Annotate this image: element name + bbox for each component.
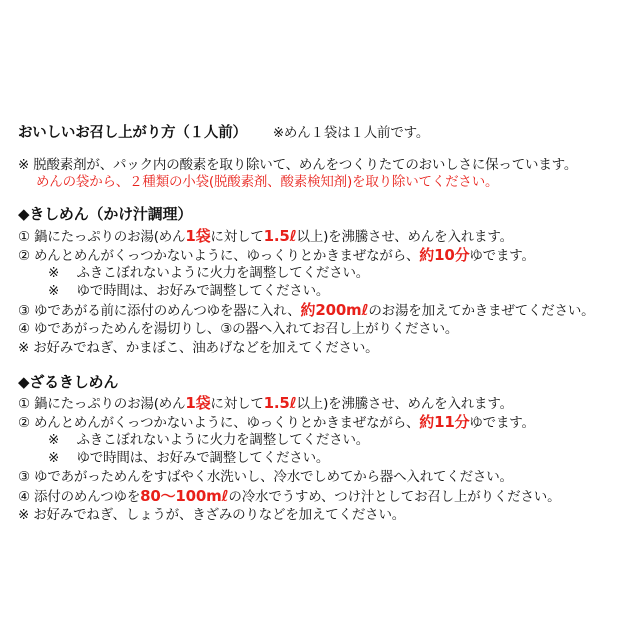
kishimen-heading: ◆きしめん（かけ汁調理） xyxy=(18,205,193,223)
step-text: ゆでます。 xyxy=(469,415,535,431)
amount-highlight: 1.5ℓ xyxy=(263,227,297,245)
zaru-heading: ◆ざるきしめん xyxy=(18,373,119,391)
zaru-step-2 xyxy=(18,413,535,432)
kishimen-step-2 xyxy=(18,246,535,265)
kishimen-step-4: ④ ゆであがっためんを湯切りし、③の器へ入れてお召し上がりください。 xyxy=(18,321,459,337)
page-title xyxy=(18,124,429,142)
zaru-step-3: ③ ゆであがっためんをすばやく水洗いし、冷水でしめてから器へ入れてください。 xyxy=(18,469,513,485)
step-text: のお湯を加えてかきまぜてください。 xyxy=(368,303,595,319)
step-text: ② めんとめんがくっつかないように、ゆっくりとかきまぜながら、 xyxy=(18,415,420,431)
amount-highlight: 1.5ℓ xyxy=(263,394,297,412)
step-text: に対して xyxy=(210,229,264,245)
step-text: ① 鍋にたっぷりのお湯(めん xyxy=(18,396,186,412)
zaru-note: ※ お好みでねぎ、しょうが、きざみのりなどを加えてください。 xyxy=(18,507,406,523)
amount-highlight: 約200mℓ xyxy=(300,301,369,319)
zaru-note-heat: ※ ふきこぼれないように火力を調整してください。 xyxy=(48,432,370,448)
kishimen-note-time: ※ ゆで時間は、お好みで調整してください。 xyxy=(48,283,330,299)
amount-highlight: 80〜100mℓ xyxy=(140,487,229,505)
step-text: ① 鍋にたっぷりのお湯(めん xyxy=(18,229,186,245)
kishimen-note-heat: ※ ふきこぼれないように火力を調整してください。 xyxy=(48,265,370,281)
zaru-step-4 xyxy=(18,487,560,506)
title-note: ※めん１袋は１人前です。 xyxy=(272,125,430,141)
zaru-step-1 xyxy=(18,394,513,413)
step-text: の冷水でうすめ、つけ汁としてお召し上がりください。 xyxy=(228,489,561,505)
notice-line-1: ※ 脱酸素剤が、パック内の酸素を取り除いて、めんをつくりたてのおいしさに保っています。 xyxy=(18,157,578,173)
amount-highlight: 1袋 xyxy=(185,227,211,245)
step-text: ④ 添付のめんつゆを xyxy=(18,489,141,505)
step-text: ③ ゆであがる前に添付のめんつゆを器に入れ、 xyxy=(18,303,301,319)
step-text: ゆでます。 xyxy=(469,248,535,264)
notice-line-2: めんの袋から、２種類の小袋(脱酸素剤、酸素検知剤)を取り除いてください。 xyxy=(36,174,499,190)
step-text: ② めんとめんがくっつかないように、ゆっくりとかきまぜながら、 xyxy=(18,248,420,264)
time-highlight: 約11分 xyxy=(419,413,470,431)
kishimen-step-3 xyxy=(18,301,594,320)
step-text: 以上)を沸騰させ、めんを入れます。 xyxy=(296,229,513,245)
amount-highlight: 1袋 xyxy=(185,394,211,412)
step-text: に対して xyxy=(210,396,264,412)
time-highlight: 約10分 xyxy=(419,246,470,264)
kishimen-note: ※ お好みでねぎ、かまぼこ、油あげなどを加えてください。 xyxy=(18,340,379,356)
title-main: おいしいお召し上がり方（１人前） xyxy=(18,125,247,141)
zaru-note-time: ※ ゆで時間は、お好みで調整してください。 xyxy=(48,450,330,466)
kishimen-step-1 xyxy=(18,227,513,246)
step-text: 以上)を沸騰させ、めんを入れます。 xyxy=(296,396,513,412)
